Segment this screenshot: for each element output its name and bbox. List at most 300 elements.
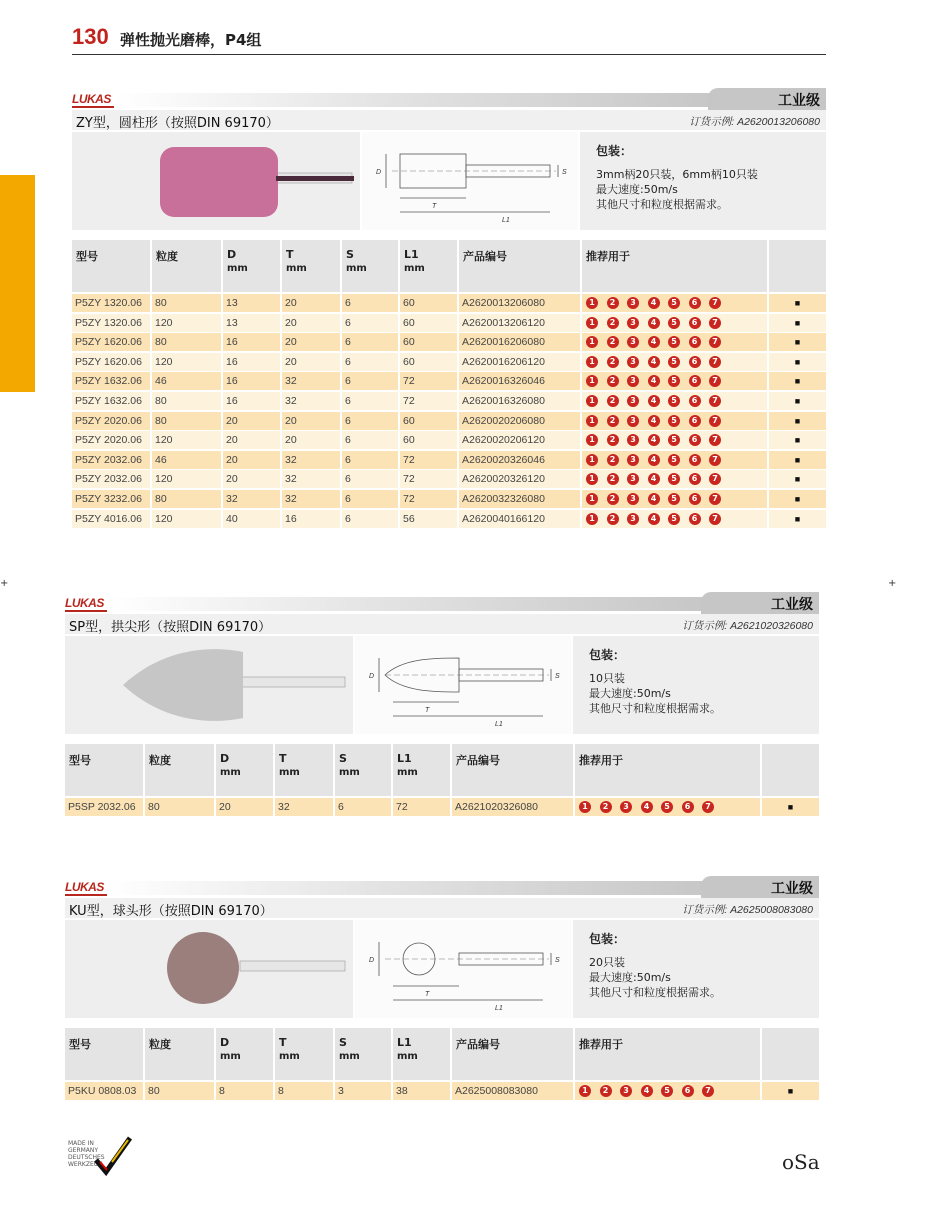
table-cell [400,431,457,449]
cell-value: 8 [278,1085,284,1097]
logo-underline [72,106,114,108]
section-header [65,876,819,898]
grade-label: 工业级 [778,93,820,109]
table-cell [72,294,150,312]
technical-drawing-cell [355,636,571,734]
dimension-label: T [425,707,430,714]
cell-value: 6 [345,512,351,525]
table-row [72,353,826,371]
cell-value: 20 [285,297,297,309]
recommend-cell [582,451,767,469]
cell-value: 72 [403,493,415,505]
recommend-dot-icon: 6 [689,434,701,446]
table-cell [152,431,221,449]
cell-value: 16 [226,355,238,368]
packaging-label: 包装： [596,144,633,158]
cell-value: A2620016326046 [462,375,545,388]
column-header-label: D [220,1036,230,1049]
column-header [152,240,221,292]
packaging-info [573,636,819,734]
grade-tab [701,876,819,898]
recommend-dot-icon: 4 [648,356,660,368]
table-cell [400,470,457,488]
cell-value: 3 [338,1085,344,1097]
cell-value: 72 [403,395,415,407]
shank-dark [276,176,354,181]
availability-cell [769,451,826,469]
recommend-dot-icon: 6 [689,415,701,427]
table-cell [145,1082,214,1100]
cell-value: 20 [285,336,297,349]
column-unit: mm [339,1051,360,1062]
availability-cell [769,333,826,351]
availability-cell [769,372,826,390]
dimension-label: L1 [495,1005,503,1012]
footer-badge-text: MADE IN GERMANY DEUTSCHES WERKZEUG [68,1140,105,1168]
cell-value: P5ZY 2020.06 [75,434,142,447]
cell-value: P5ZY 1320.06 [75,297,142,309]
cell-value: 20 [285,316,297,329]
recommend-cell [582,431,767,449]
table-cell [335,798,391,816]
table-row [65,798,819,816]
table-cell [72,392,150,410]
recommend-dot-icon: 3 [627,356,639,368]
table-row [72,431,826,449]
page-number: 130 [72,24,109,49]
dimension-label: D [369,673,375,680]
table-cell [400,333,457,351]
table-cell [223,451,280,469]
section-header [72,88,826,110]
table-cell [342,451,398,469]
cell-value: 8 [219,1085,225,1097]
cell-value: 72 [396,801,408,813]
side-tab [0,175,35,392]
section-title: ZY型，圆柱形（按照DIN 69170） [76,116,279,131]
recommend-dot-icon: 3 [627,434,639,446]
recommend-dot-icon: 4 [648,454,660,466]
availability-marker-icon: ■ [794,337,801,348]
table-cell [152,412,221,430]
lukas-logo: LUKAS [65,880,104,894]
cell-value: 16 [226,395,238,407]
availability-cell [762,798,819,816]
cell-value: A2620020326120 [462,473,545,486]
table-cell [459,353,580,371]
table-cell [400,451,457,469]
recommend-dot-icon: 4 [648,336,660,348]
cell-value: A2620013206080 [462,297,545,309]
column-header [65,744,143,796]
column-header [65,1028,143,1080]
cell-value: 72 [403,473,415,486]
cell-value: 6 [345,297,351,309]
recommend-dot-icon: 4 [648,434,660,446]
cell-value: 120 [155,316,173,329]
table-cell [282,431,340,449]
table-cell [400,294,457,312]
cell-value: A2620016206120 [462,355,545,368]
column-header [216,744,273,796]
recommend-dot-icon: 4 [648,317,660,329]
recommend-dot-icon: 2 [607,473,619,485]
cell-value: 20 [226,453,238,466]
point-head [123,649,243,721]
dimension-label: T [432,203,437,210]
cell-value: P5ZY 1620.06 [75,336,142,349]
table-row [72,314,826,332]
cell-value: 6 [338,801,344,813]
availability-marker-icon: ■ [794,513,801,524]
crop-mark-left: + [0,578,9,589]
table-cell [275,1082,333,1100]
table-cell [223,294,280,312]
cell-value: A2620032326080 [462,493,545,505]
table-cell [342,412,398,430]
cell-value: P5ZY 4016.06 [75,512,142,525]
recommend-dot-icon: 3 [627,473,639,485]
table-cell [459,412,580,430]
product-info-row [65,920,819,1018]
recommend-dot-icon: 2 [607,454,619,466]
table-cell [223,372,280,390]
cell-value: 60 [403,355,415,368]
recommend-dot-icon: 3 [627,317,639,329]
table-row [72,510,826,528]
grade-label: 工业级 [771,597,813,613]
recommend-cell [582,314,767,332]
recommend-dot-icon: 7 [709,395,721,407]
recommend-dot-icon: 7 [709,434,721,446]
table-cell [459,510,580,528]
table-cell [342,294,398,312]
column-header [452,1028,573,1080]
cell-value: 60 [403,414,415,427]
table-cell [223,392,280,410]
cell-value: 13 [226,316,238,329]
cell-value: 60 [403,434,415,447]
table-cell [400,314,457,332]
table-cell [223,431,280,449]
availability-marker-icon: ■ [794,474,801,485]
availability-marker-icon: ■ [794,494,801,504]
column-unit: mm [339,767,360,778]
cylinder-head [160,147,278,217]
table-cell [282,510,340,528]
cell-value: 6 [345,355,351,368]
table-row [72,372,826,390]
recommend-dot-icon: 5 [668,434,680,446]
recommend-dot-icon: 5 [668,395,680,407]
table-cell [223,333,280,351]
table-cell [216,1082,273,1100]
table-cell [65,798,143,816]
table-cell [342,431,398,449]
cell-value: 72 [403,375,415,388]
column-header-label: 产品编号 [456,754,500,767]
recommend-dot-icon: 1 [586,473,598,485]
recommend-dot-icon: 6 [689,317,701,329]
packaging-line: 20只装 [589,956,625,969]
table-cell [342,470,398,488]
recommend-dot-icon: 7 [709,415,721,427]
table-cell [72,333,150,351]
column-header [275,1028,333,1080]
recommend-dot-icon: 1 [586,356,598,368]
availability-cell [762,1082,819,1100]
column-header-label: 型号 [76,250,98,263]
technical-drawing-point [355,636,571,734]
section-title-bar [65,614,819,634]
table-cell [452,1082,573,1100]
cell-value: 6 [345,395,351,407]
column-header-label: 型号 [69,754,91,767]
recommend-dot-icon: 4 [641,801,653,813]
availability-cell [769,392,826,410]
table-cell [342,490,398,508]
cell-value: 60 [403,316,415,329]
cell-value: 38 [396,1085,408,1097]
table-cell [223,470,280,488]
recommend-dot-icon: 1 [586,395,598,407]
recommend-dot-icon: 1 [579,801,591,813]
cell-value: 32 [285,493,297,505]
availability-marker-icon: ■ [794,435,801,446]
column-header-label: T [286,248,294,261]
column-header [282,240,340,292]
column-unit: mm [404,263,425,274]
cell-value: 32 [226,493,238,505]
availability-marker-icon: ■ [794,415,801,426]
cell-value: 80 [155,493,167,505]
grade-label: 工业级 [771,881,813,897]
cell-value: 80 [148,1085,160,1097]
recommend-dot-icon: 7 [709,317,721,329]
cell-value: 56 [403,512,415,525]
recommend-cell [582,470,767,488]
recommend-dot-icon: 5 [668,297,680,309]
table-cell [152,353,221,371]
column-header [452,744,573,796]
column-header [582,240,767,292]
recommend-dot-icon: 6 [689,356,701,368]
cell-value: 80 [155,297,167,309]
section-title: SP型，拱尖形（按照DIN 69170） [69,620,272,635]
table-cell [152,314,221,332]
column-unit: mm [286,263,307,274]
table-cell [152,372,221,390]
table-row [72,412,826,430]
table-cell [72,412,150,430]
table-row [72,294,826,312]
availability-cell [769,353,826,371]
dimension-label: T [425,991,430,998]
column-header-label: T [279,752,287,765]
column-unit: mm [397,767,418,778]
availability-marker-icon: ■ [794,396,801,406]
cell-value: A2620020206080 [462,414,545,427]
table-cell [342,314,398,332]
cell-value: 16 [285,512,297,525]
recommend-dot-icon: 7 [709,336,721,348]
availability-cell [769,314,826,332]
column-header-label: 粒度 [156,250,178,263]
column-header [575,744,760,796]
recommend-dot-icon: 2 [607,317,619,329]
column-header [393,1028,450,1080]
table-row [72,490,826,508]
table-cell [459,470,580,488]
recommend-cell [582,353,767,371]
availability-cell [769,431,826,449]
table-cell [72,372,150,390]
recommend-cell [582,392,767,410]
crop-mark-right: + [888,578,897,589]
product-photo-cell [65,636,353,734]
cell-value: A2620013206120 [462,316,545,329]
cell-value: 80 [155,395,167,407]
header-rule [72,54,826,55]
recommend-dot-icon: 7 [709,454,721,466]
column-header [393,744,450,796]
recommend-dot-icon: 2 [600,801,612,813]
cell-value: P5ZY 1632.06 [75,395,142,407]
cell-value: 80 [155,414,167,427]
recommend-dot-icon: 3 [627,375,639,387]
column-header-marker [762,1028,819,1080]
table-cell [282,294,340,312]
recommend-dot-icon: 5 [668,375,680,387]
recommend-dot-icon: 3 [627,454,639,466]
recommend-dot-icon: 6 [689,336,701,348]
availability-marker-icon: ■ [794,317,801,328]
recommend-dot-icon: 5 [668,454,680,466]
lukas-logo: LUKAS [65,596,104,610]
column-header [145,744,214,796]
recommend-dot-icon: 7 [709,297,721,309]
recommend-dot-icon: 4 [648,375,660,387]
cell-value: 6 [345,493,351,505]
packaging-info [573,920,819,1018]
cell-value: 16 [226,375,238,388]
recommend-dot-icon: 2 [600,1085,612,1097]
shank [240,961,345,971]
recommend-dot-icon: 1 [586,415,598,427]
recommend-dot-icon: 2 [607,513,619,525]
technical-drawing-cell [355,920,571,1018]
cell-value: 20 [285,355,297,368]
packaging-line: 3mm柄20只装，6mm柄10只装 [596,168,758,181]
cell-value: 20 [285,414,297,427]
table-cell [152,470,221,488]
cell-value: A2620016326080 [462,395,545,407]
recommend-dot-icon: 4 [648,493,660,505]
table-row [72,451,826,469]
recommend-cell [582,372,767,390]
cell-value: P5ZY 1320.06 [75,316,142,329]
availability-marker-icon: ■ [787,1086,794,1096]
recommend-dot-icon: 3 [627,513,639,525]
cell-value: 72 [403,453,415,466]
availability-marker-icon: ■ [794,298,801,308]
cell-value: 32 [278,801,290,813]
table-cell [152,294,221,312]
cell-value: P5SP 2032.06 [68,801,136,813]
recommend-dot-icon: 6 [689,493,701,505]
cell-value: 6 [345,375,351,388]
availability-marker-icon: ■ [794,376,801,387]
section-title-bar [72,110,826,130]
table-cell [335,1082,391,1100]
table-cell [282,490,340,508]
column-header-label: L1 [397,752,412,765]
recommend-dot-icon: 4 [648,297,660,309]
recommend-dot-icon: 3 [620,1085,632,1097]
column-header [335,1028,391,1080]
table-cell [152,333,221,351]
table-cell [72,314,150,332]
column-header-label: S [339,752,347,765]
recommend-dot-icon: 1 [586,513,598,525]
table-cell [216,798,273,816]
column-header [459,240,580,292]
recommend-dot-icon: 4 [648,473,660,485]
recommend-dot-icon: 2 [607,356,619,368]
table-cell [72,431,150,449]
packaging-info [580,132,826,230]
availability-cell [769,490,826,508]
product-photo-cylinder [72,132,360,230]
packaging-line: 最大速度:50m/s [589,971,671,984]
availability-cell [769,470,826,488]
recommend-cell [582,412,767,430]
dimension-label: D [369,957,375,964]
dimension-label: S [555,673,560,680]
availability-marker-icon: ■ [794,454,801,465]
product-section-zy [72,88,826,533]
recommend-dot-icon: 1 [586,317,598,329]
cell-value: 6 [345,336,351,349]
recommend-dot-icon: 5 [668,317,680,329]
technical-drawing-cylinder [362,132,578,230]
column-header [400,240,457,292]
recommend-dot-icon: 6 [682,1085,694,1097]
table-cell [459,392,580,410]
cell-value: 46 [155,375,167,388]
recommend-dot-icon: 4 [648,395,660,407]
table-cell [452,798,573,816]
availability-cell [769,510,826,528]
column-header [223,240,280,292]
column-header [72,240,150,292]
recommend-dot-icon: 6 [689,395,701,407]
cell-value: A2620040166120 [462,512,545,525]
table-cell [72,510,150,528]
column-header [575,1028,760,1080]
recommend-dot-icon: 2 [607,375,619,387]
technical-drawing-cell [362,132,578,230]
product-photo-cell [65,920,353,1018]
recommend-dot-icon: 6 [689,473,701,485]
table-header [72,240,826,292]
dimension-label: D [376,169,382,176]
dimension-label: S [555,957,560,964]
column-header [275,744,333,796]
column-header [335,744,391,796]
cell-value: 32 [285,375,297,388]
table-cell [342,372,398,390]
